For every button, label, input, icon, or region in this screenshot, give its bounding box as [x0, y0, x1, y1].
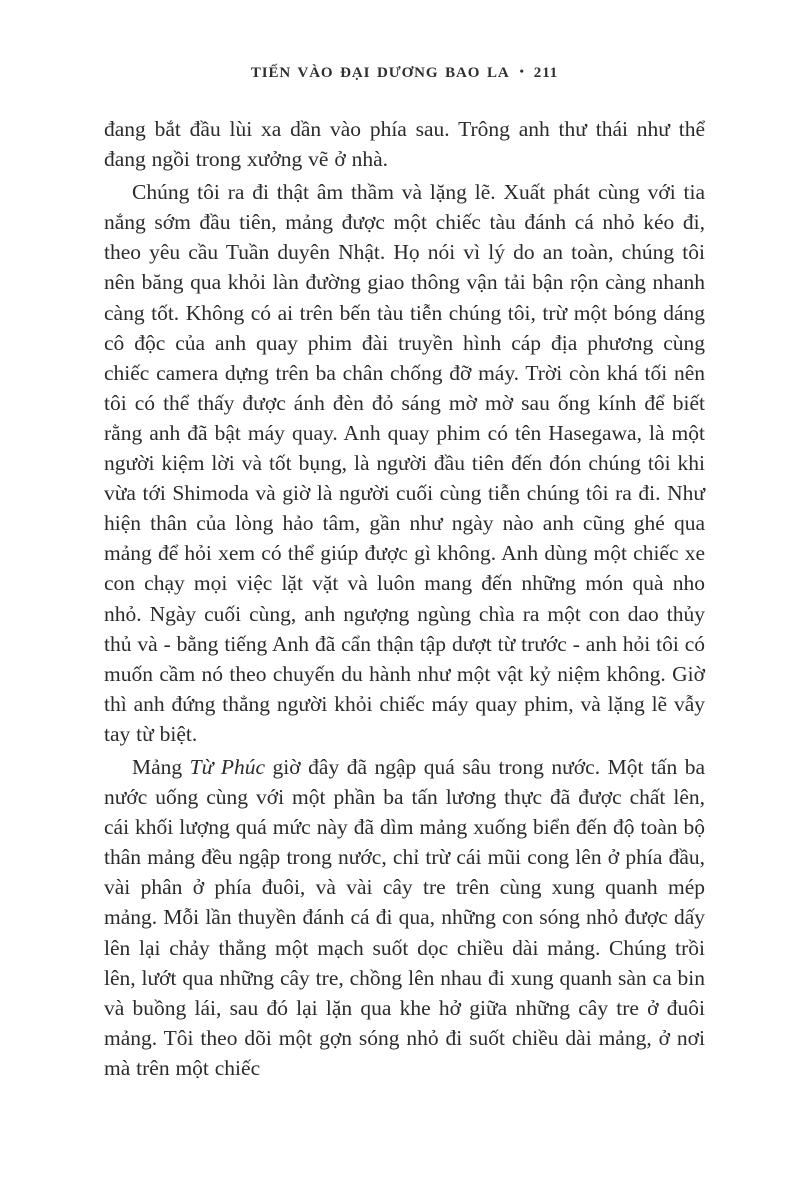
- running-header: [104, 64, 705, 82]
- text-run: đang bắt đầu lùi xa dần vào phía sau. Trông anh thư thái như thể đang ngồi trong xưởng vẽ ở nhà.: [104, 117, 705, 172]
- text-run: Mảng: [132, 754, 190, 779]
- text-run: giờ đây đã ngập quá sâu trong nước. Một tấn ba nước uống cùng với một phần ba tấn lương thực đã được chất lên, cái khối lượng quá mức này đã dìm mảng xuống biển đến độ toàn bộ thân mảng đều ngập trong nước, chỉ trừ cái mũi cong lên ở phía đầu, vài phân ở phía đuôi, và vài cây tre trên cùng xung quanh mép mảng. Mỗi lần thuyền đánh cá đi qua, những con sóng nhỏ được dấy lên lại chảy thẳng một mạch suốt dọc chiều dài mảng. Chúng trồi lên, lướt qua những cây tre, chồng lên nhau đi xung quanh sàn ca bin và buồng lái, sau đó lại lặn qua khe hở giữa những cây tre ở đuôi mảng. Tôi theo dõi một gợn sóng nhỏ đi suốt chiều dài mảng, ở nơi mà trên một chiếc: [104, 754, 705, 1080]
- header-separator-dot: •: [519, 64, 524, 78]
- text-run-italic: Từ Phúc: [189, 754, 266, 779]
- paragraph: [104, 114, 705, 174]
- page-number: 211: [533, 65, 559, 81]
- page-body: [104, 114, 705, 1083]
- paragraph: [104, 752, 705, 1083]
- paragraph: [104, 177, 705, 749]
- text-run: Chúng tôi ra đi thật âm thầm và lặng lẽ. Xuất phát cùng với tia nắng sớm đầu tiên, mảng được một chiếc tàu đánh cá nhỏ kéo đi, theo yêu cầu Tuần duyên Nhật. Họ nói vì lý do an toàn, chúng tôi nên băng qua khỏi làn đường giao thông vận tải bận rộn càng nhanh càng tốt. Không có ai trên bến tàu tiễn chúng tôi, trừ một bóng dáng cô độc của anh quay phim đài truyền hình cáp địa phương cùng chiếc camera dựng trên ba chân chống đỡ máy. Trời còn khá tối nên tôi có thể thấy được ánh đèn đỏ sáng mờ mờ sau ống kính để biết rằng anh đã bật máy quay. Anh quay phim có tên Hasegawa, là một người kiệm lời và tốt bụng, là người đầu tiên đến đón chúng tôi khi vừa tới Shimoda và giờ là người cuối cùng tiễn chúng tôi ra đi. Như hiện thân của lòng hảo tâm, gần như ngày nào anh cũng ghé qua mảng để hỏi xem có thể giúp được gì không. Anh dùng một chiếc xe con chạy mọi việc lặt vặt và luôn mang đến những món quà nho nhỏ. Ngày cuối cùng, anh ngượng ngùng chìa ra một con dao thủy thủ và - bằng tiếng Anh đã cẩn thận tập dượt từ trước - anh hỏi tôi có muốn cầm nó theo chuyến du hành như một vật kỷ niệm không. Giờ thì anh đứng thẳng người khỏi chiếc máy quay phim, và lặng lẽ vẫy tay từ biệt.: [104, 180, 705, 746]
- header-title: TIẾN VÀO ĐẠI DƯƠNG BAO LA: [250, 65, 510, 81]
